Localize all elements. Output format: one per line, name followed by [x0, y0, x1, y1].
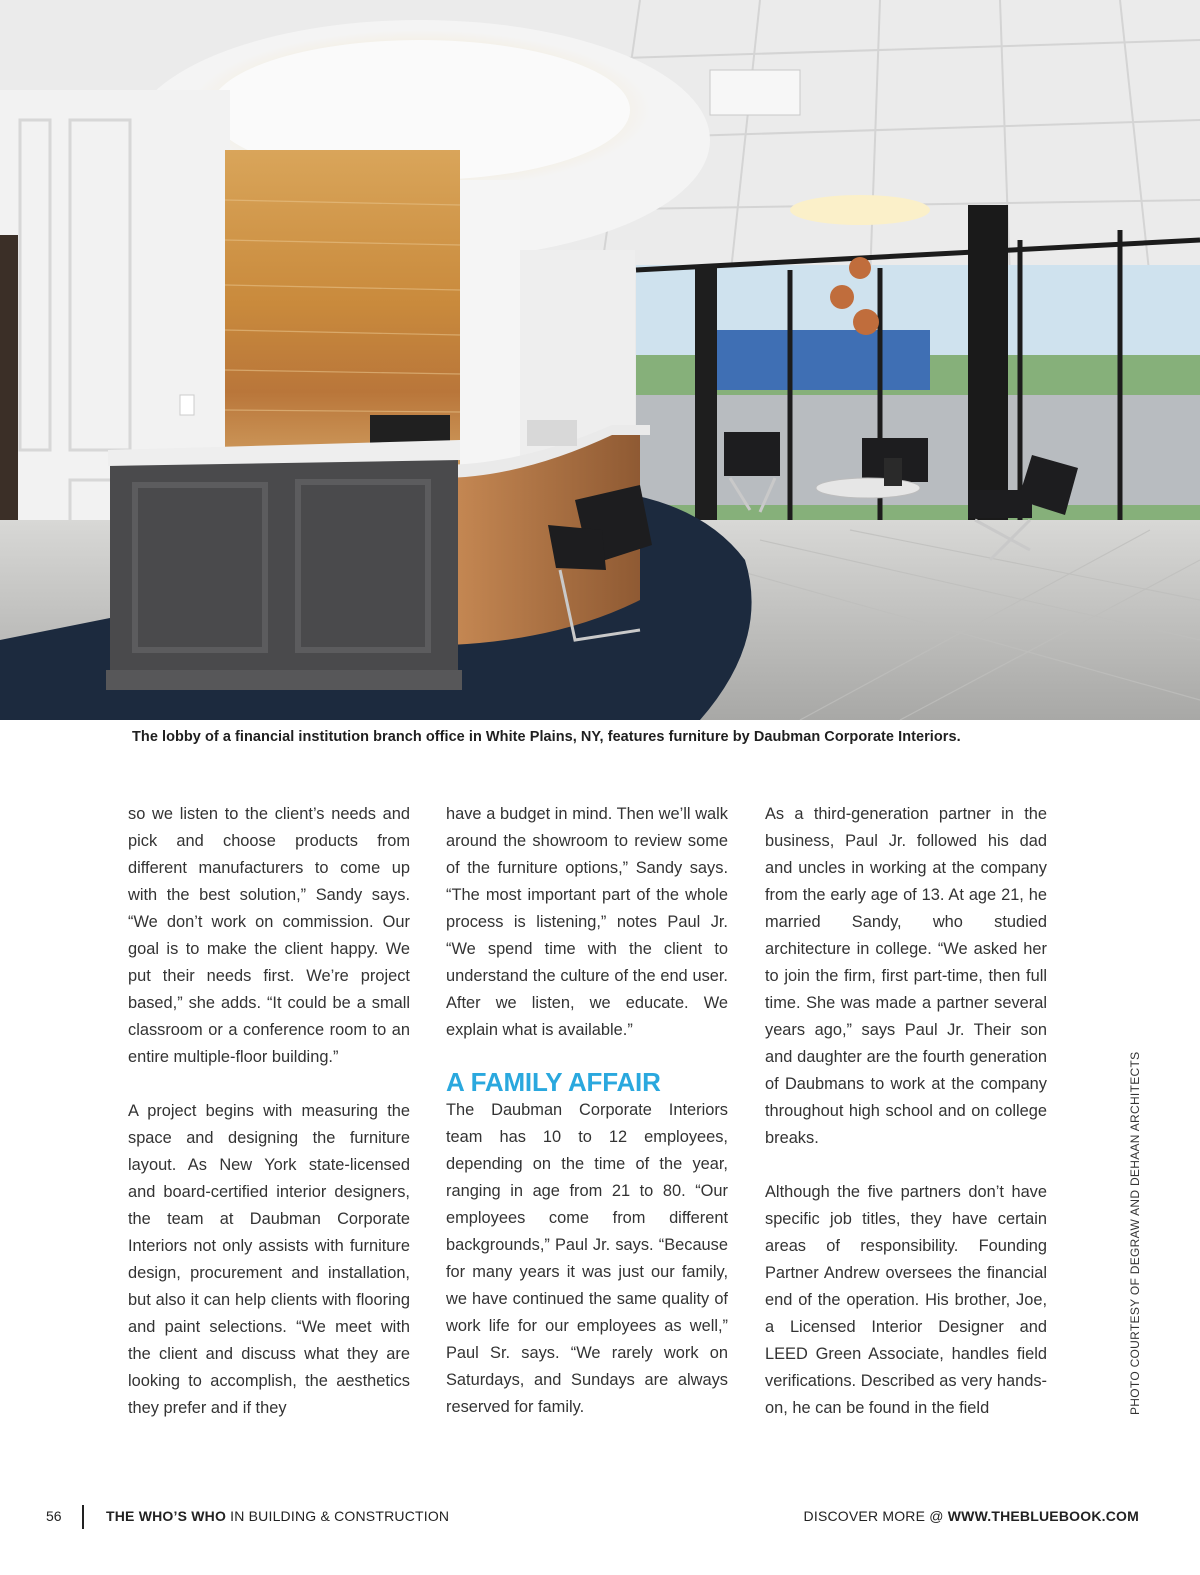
article-column-3: [765, 801, 1047, 1422]
photo-credit: PHOTO COURTESY OF DEGRAW AND DEHAAN ARCHITECTS: [1128, 1051, 1142, 1415]
paragraph: A project begins with measuring the space and designing the furniture layout. As New York state-licensed and board-certified interior designers, the team at Daubman Corporate Interiors not only assists with furniture design, procurement and installation, but also it can help clients with flooring and paint selections. “We meet with the client and discuss what they are looking to accomplish, the aesthetics they prefer and if they: [128, 1102, 410, 1417]
publication-title-rest: IN BUILDING & CONSTRUCTION: [226, 1508, 450, 1524]
discover-more: [804, 1508, 1139, 1524]
paragraph: As a third-generation partner in the business, Paul Jr. followed his dad and uncles in working at the company from the early age of 13. At age 21, he married Sandy, who studied architecture in college. “We asked her to join the firm, first part-time, then full time. She was made a partner several years ago,” says Paul Jr. Their son and daughter are the fourth generation of Daubmans to work at the company throughout high school and on college breaks.: [765, 805, 1047, 1147]
paragraph: Although the five partners don’t have specific job titles, they have certain areas of responsibility. Founding Partner Andrew oversees the financial end of the operation. His brother, Joe, a Licensed Interior Designer and LEED Green Associate, handles field verifications. Described as very hands-on, he can be found in the field: [765, 1183, 1047, 1417]
website-link[interactable]: WWW.THEBLUEBOOK.COM: [947, 1508, 1139, 1524]
lobby-photo: [0, 0, 1200, 720]
section-heading: A FAMILY AFFAIR: [446, 1067, 661, 1097]
paragraph: have a budget in mind. Then we’ll walk around the showroom to review some of the furniture options,” Sandy says. “The most important part of the whole process is listening,” notes Paul Jr. “We spend time with the client to understand the culture of the end user. After we listen, we educate. We explain what is available.”: [446, 805, 728, 1039]
lobby-illustration: [0, 0, 1200, 720]
article-column-1: [128, 801, 410, 1422]
page-footer: [0, 1505, 1200, 1529]
photo-caption: The lobby of a financial institution branch office in White Plains, NY, features furniture by Daubman Corporate Interiors.: [132, 729, 961, 745]
publication-title: [106, 1508, 449, 1524]
footer-divider: [82, 1505, 84, 1529]
publication-title-bold: THE WHO’S WHO: [106, 1508, 227, 1524]
page-number: 56: [46, 1508, 62, 1524]
discover-prefix: DISCOVER MORE @: [803, 1508, 948, 1524]
paragraph: so we listen to the client’s needs and pick and choose products from different manufacturers to come up with the best solution,” Sandy says. “We don’t work on commission. Our goal is to make the client happy. We put their needs first. We’re project based,” she adds. “It could be a small classroom or a conference room to an entire multiple-floor building.”: [128, 805, 410, 1066]
article-column-2: [446, 801, 728, 1421]
paragraph: The Daubman Corporate Interiors team has 10 to 12 employees, depending on the time of the year, ranging in age from 21 to 80. “Our employees come from different backgrounds,” Paul Jr. says. “Because for many years it was just our family, we have continued the same quality of work life for our employees as well,” Paul Sr. says. “We rarely work on Saturdays, and Sundays are always reserved for family.: [446, 1101, 728, 1416]
